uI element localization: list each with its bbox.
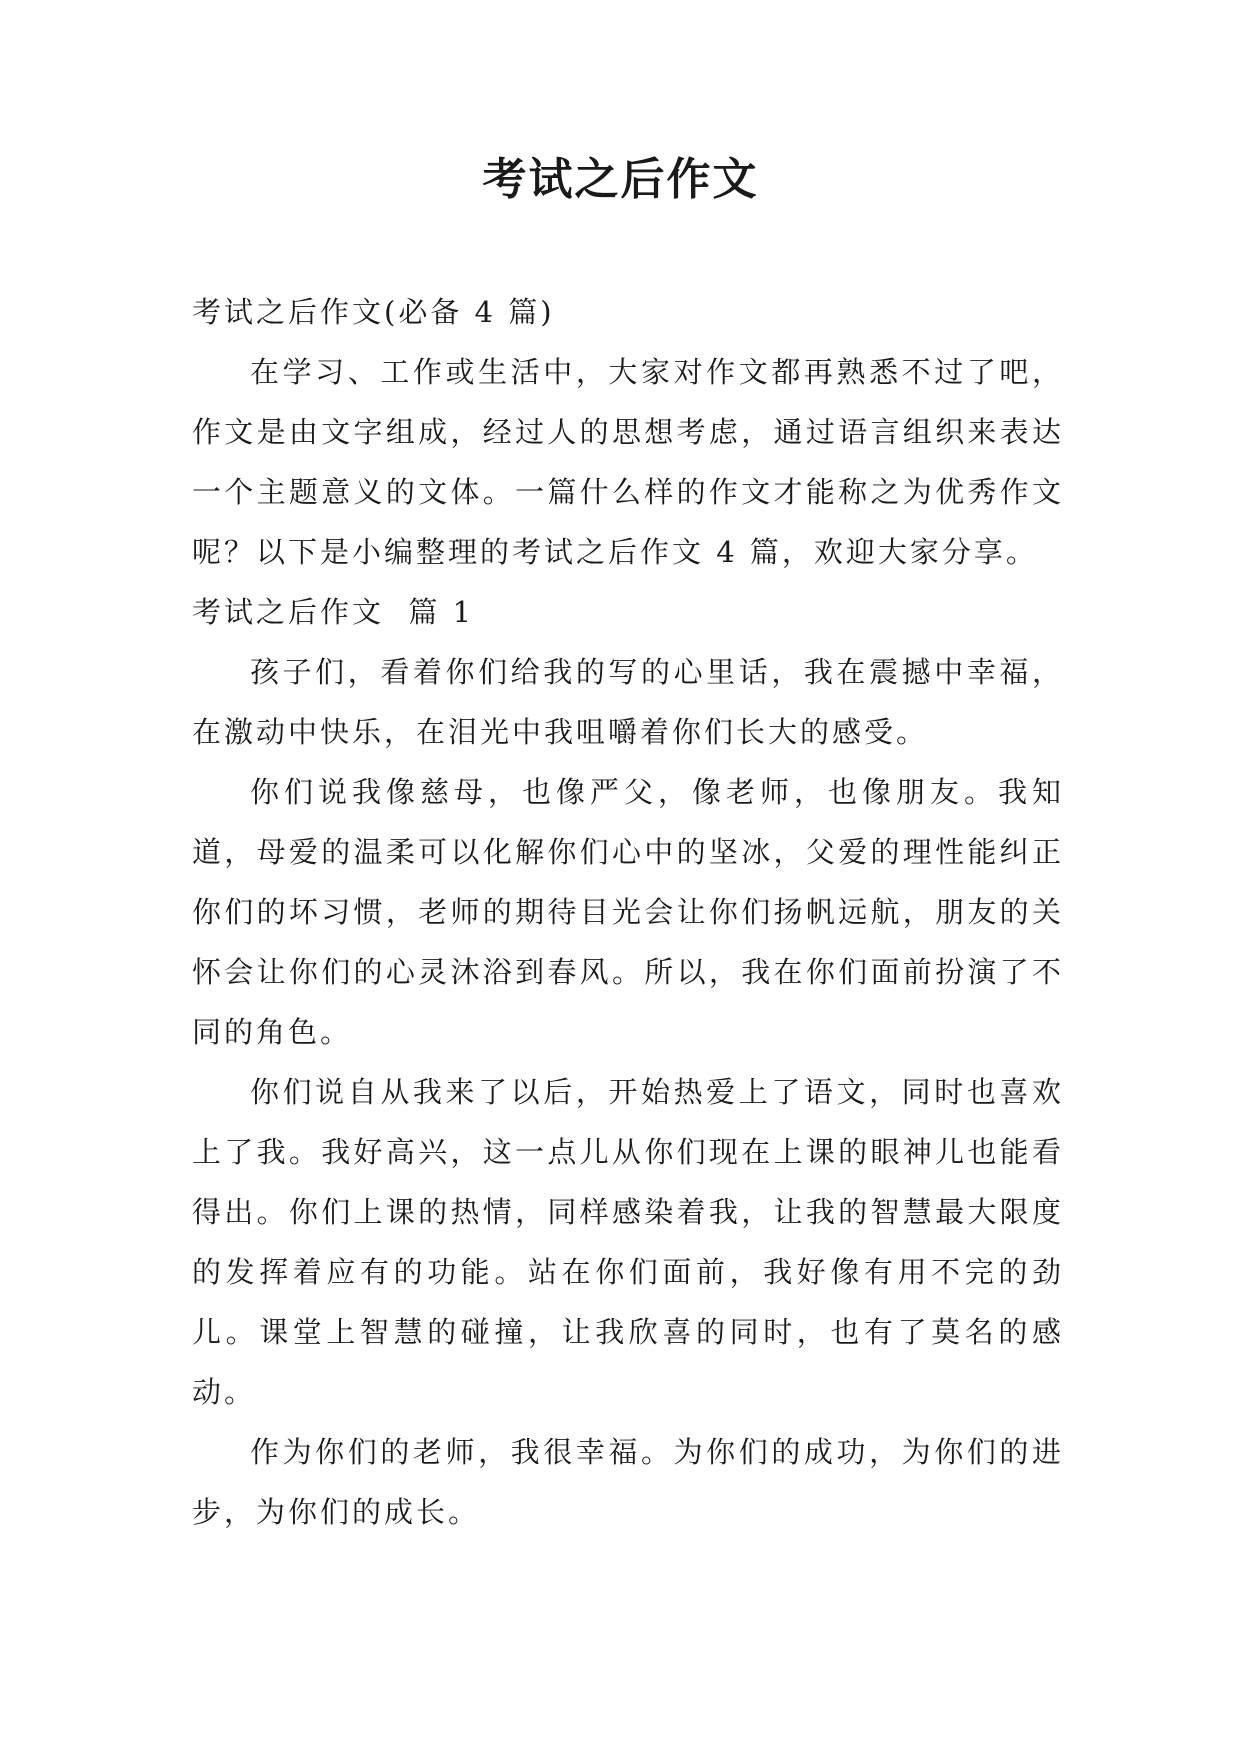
body-paragraph-3: 你们说自从我来了以后，开始热爱上了语文，同时也喜欢上了我。我好高兴，这一点儿从你们现在上课的眼神儿也能看得出。你们上课的热情，同样感染着我，让我的智慧最大限度的发挥着应有的功能。站在你们面前，我好像有用不完的劲儿。课堂上智慧的碰撞，让我欣喜的同时，也有了莫名的感动。 — [192, 1075, 1064, 1409]
body-paragraph-1: 孩子们，看着你们给我的写的心里话，我在震撼中幸福，在激动中快乐，在泪光中我咀嚼着你们长大的感受。 — [192, 655, 1064, 749]
document-body — [192, 282, 1064, 1542]
document-subtitle: 考试之后作文(必备 4 篇) — [192, 295, 555, 329]
body-paragraph-4: 作为你们的老师，我很幸福。为你们的成功，为你们的进步，为你们的成长。 — [192, 1435, 1064, 1529]
section-heading: 考试之后作文 篇 1 — [192, 595, 475, 629]
intro-paragraph: 在学习、工作或生活中，大家对作文都再熟悉不过了吧，作文是由文字组成，经过人的思想考虑，通过语言组织来表达一个主题意义的文体。一篇什么样的作文才能称之为优秀作文呢？以下是小编整理的考试之后作文 4 篇，欢迎大家分享。 — [192, 355, 1064, 569]
body-paragraph-2: 你们说我像慈母，也像严父，像老师，也像朋友。我知道，母爱的温柔可以化解你们心中的坚冰，父爱的理性能纠正你们的坏习惯，老师的期待目光会让你们扬帆远航，朋友的关怀会让你们的心灵沐浴到春风。所以，我在你们面前扮演了不同的角色。 — [192, 775, 1064, 1049]
document-title: 考试之后作文 — [482, 154, 759, 205]
